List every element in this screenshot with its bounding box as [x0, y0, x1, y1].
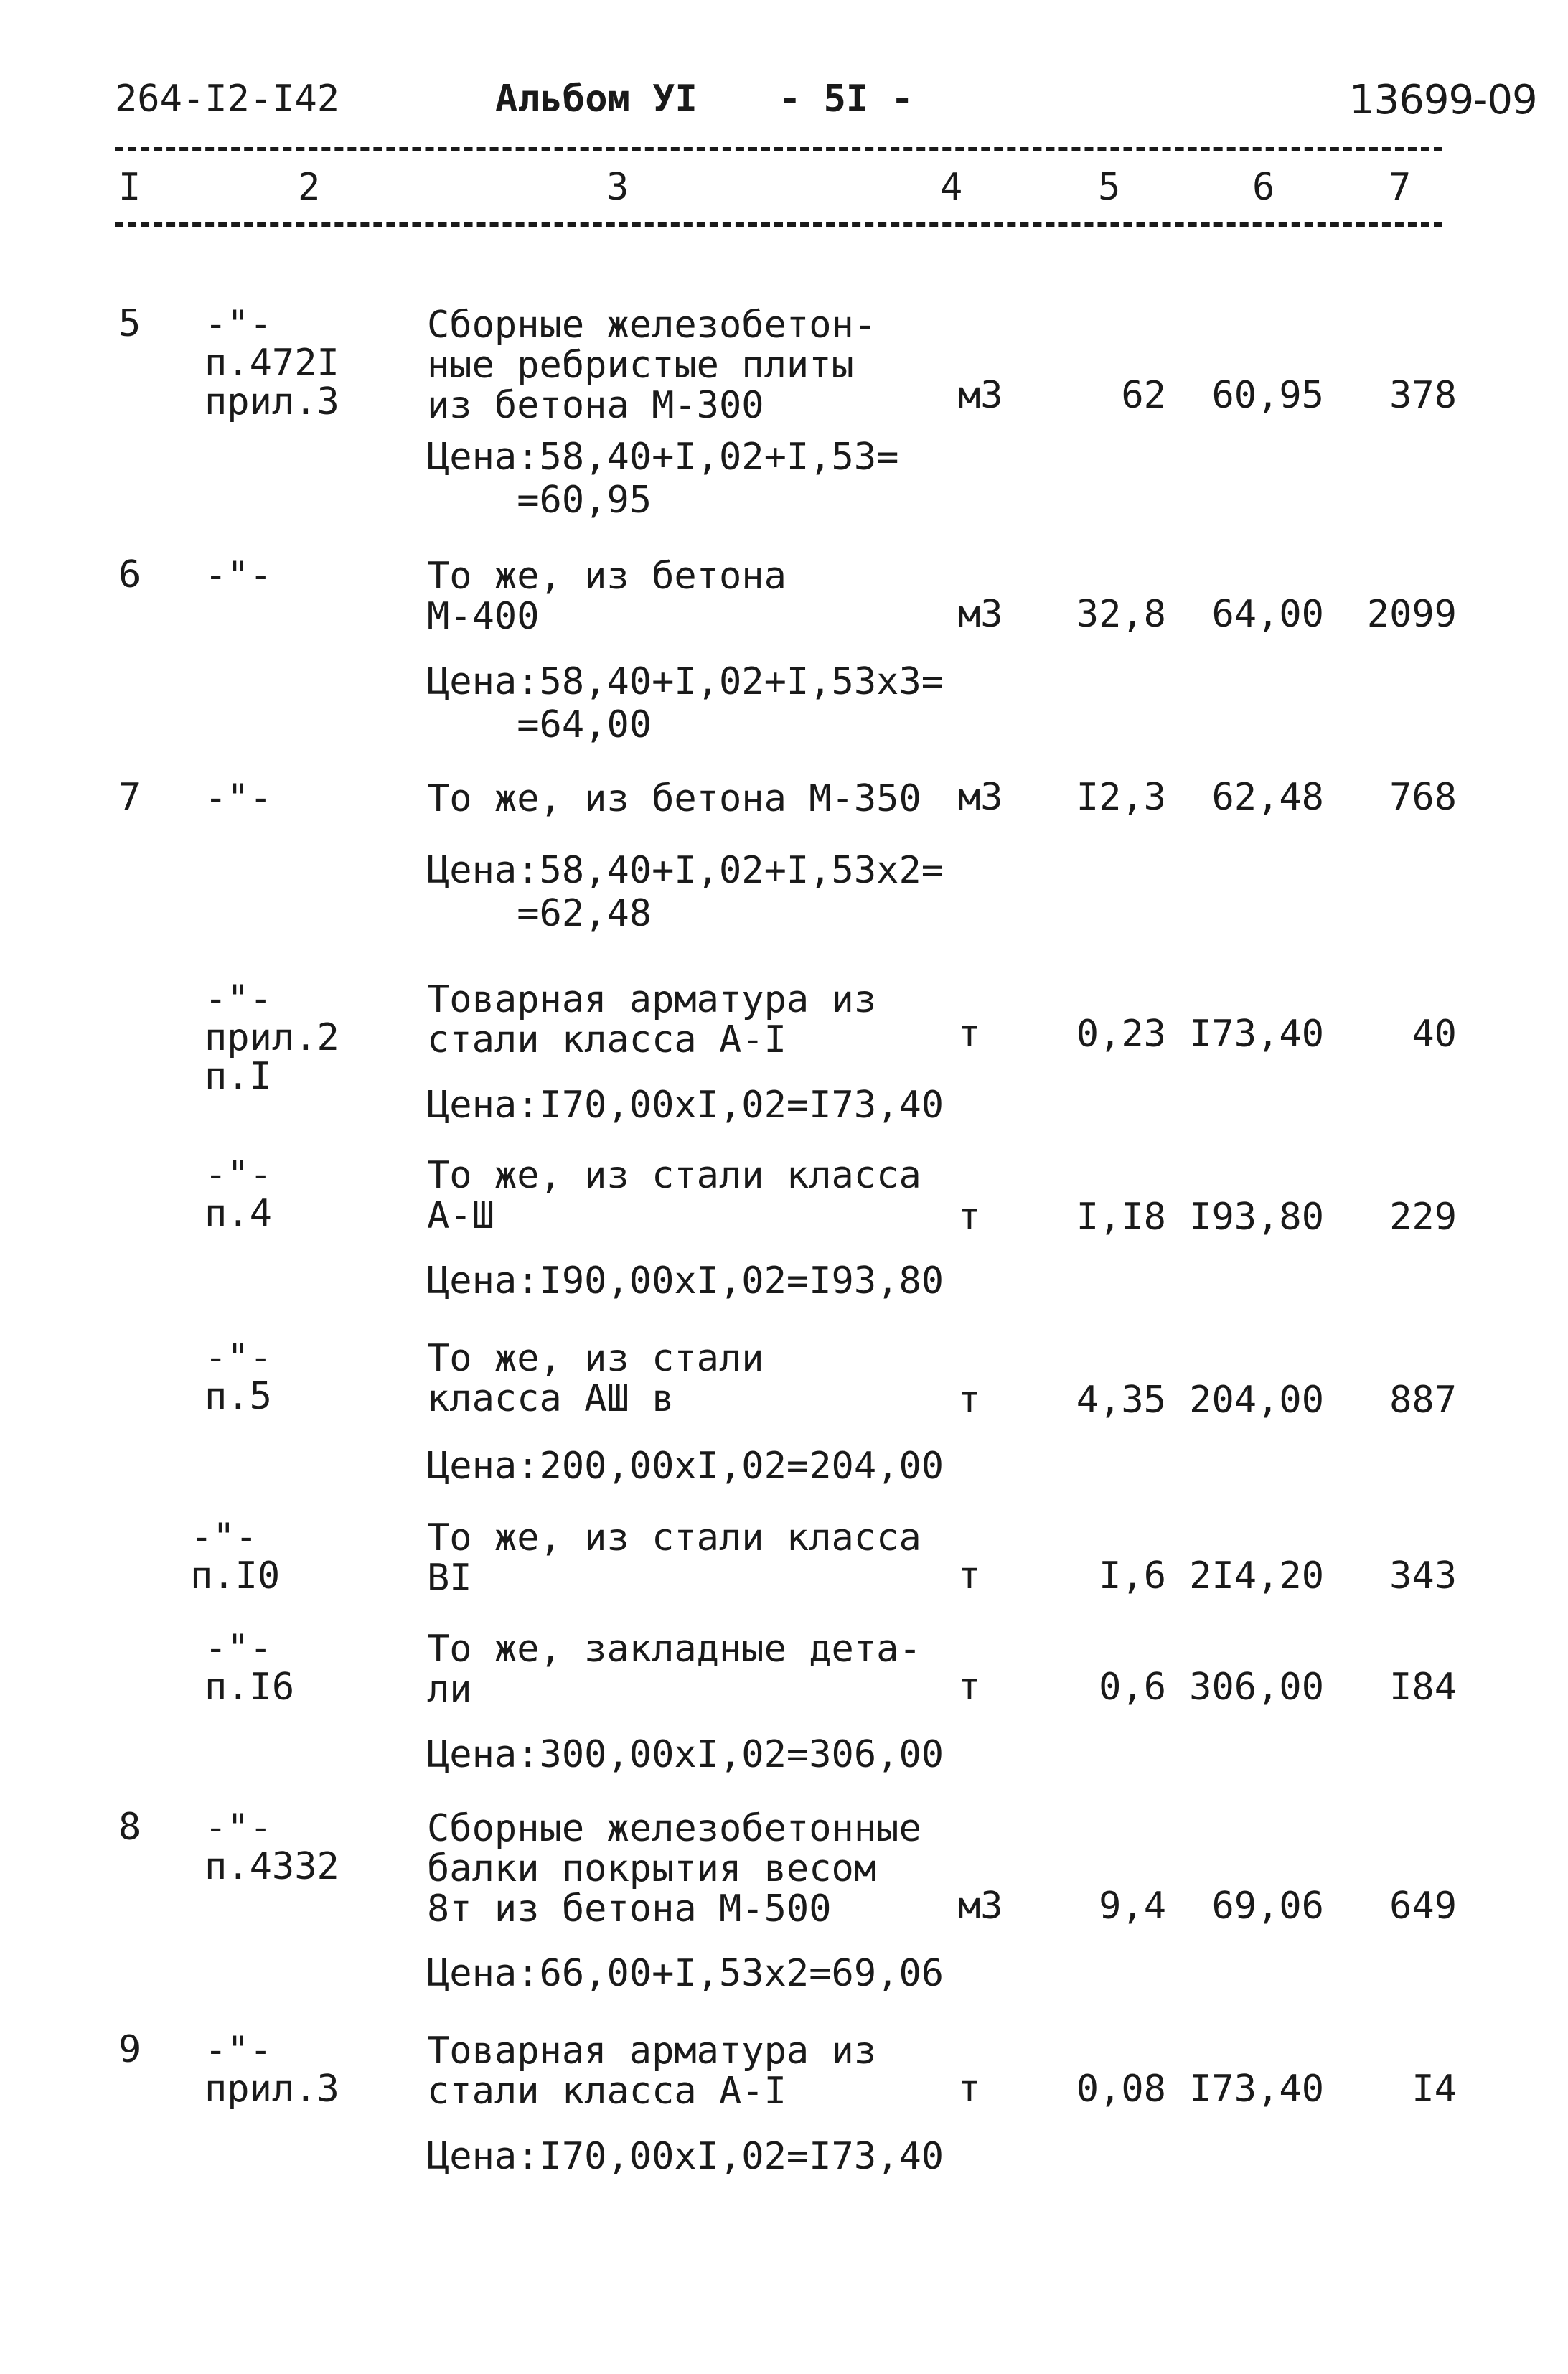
reference: -"- п.4	[205, 1153, 272, 1235]
album-title: Альбом УI	[495, 78, 698, 121]
quantity: 62	[1121, 374, 1166, 417]
total: 768	[1389, 776, 1457, 819]
unit: т	[958, 1013, 981, 1056]
unit: т	[958, 2068, 981, 2111]
reference: -"- п.5	[205, 1336, 272, 1418]
unit: м3	[958, 593, 1003, 636]
quantity: I,6	[1099, 1554, 1166, 1597]
unit-price: I73,40	[1189, 1013, 1324, 1056]
total: 343	[1389, 1554, 1457, 1597]
price-formula: Цена:I90,00хI,02=I93,80	[427, 1259, 944, 1303]
header-rule-bottom	[115, 222, 1442, 227]
reference: -"-	[205, 777, 272, 820]
unit-price: 2I4,20	[1189, 1554, 1324, 1597]
quantity: 0,6	[1099, 1666, 1166, 1709]
document-code: 264-I2-I42	[115, 78, 340, 121]
description: То же, из бетона М-350	[427, 777, 921, 820]
unit-price: I93,80	[1189, 1196, 1324, 1239]
total: 887	[1389, 1379, 1457, 1422]
column-header-1: I	[118, 166, 141, 209]
header-rule-top	[115, 147, 1442, 151]
price-formula: Цена:58,40+I,02+I,53х2= =62,48	[427, 849, 944, 935]
item-number: 8	[118, 1806, 141, 1849]
quantity: 4,35	[1076, 1379, 1166, 1422]
unit-price: 204,00	[1189, 1379, 1324, 1422]
unit-price: 60,95	[1211, 374, 1324, 417]
reference: -"- п.I6	[205, 1627, 295, 1709]
description: Товарная арматура из стали класса А-I	[427, 978, 877, 1061]
item-number: 7	[118, 776, 141, 819]
description: Сборные железобетон- ные ребристые плиты из бетона М-300	[427, 304, 877, 427]
price-formula: Цена:58,40+I,02+I,53= =60,95	[427, 436, 899, 522]
quantity: I,I8	[1076, 1196, 1166, 1239]
total: I84	[1389, 1666, 1457, 1709]
description: То же, закладные дета- ли	[427, 1628, 921, 1711]
column-header-5: 5	[1098, 166, 1121, 209]
description: То же, из стали класса ВI	[427, 1516, 921, 1600]
reference: -"- прил.2 п.I	[205, 977, 339, 1098]
total: 649	[1389, 1885, 1457, 1928]
total: I4	[1412, 2068, 1457, 2111]
unit-price: I73,40	[1189, 2068, 1324, 2111]
unit-price: 64,00	[1211, 593, 1324, 636]
unit: т	[958, 1196, 981, 1239]
quantity: 9,4	[1099, 1885, 1166, 1928]
description: Товарная арматура из стали класса А-I	[427, 2030, 877, 2113]
total: 2099	[1366, 593, 1457, 636]
description: Сборные железобетонные балки покрытия весом 8т из бетона М-500	[427, 1807, 921, 1930]
price-formula: Цена:200,00хI,02=204,00	[427, 1445, 944, 1488]
column-header-6: 6	[1252, 166, 1275, 209]
description: То же, из бетона М-400	[427, 555, 787, 638]
quantity: 0,23	[1076, 1013, 1166, 1056]
quantity: 0,08	[1076, 2068, 1166, 2111]
total: 40	[1412, 1013, 1457, 1056]
unit: м3	[958, 776, 1003, 819]
item-number: 9	[118, 2028, 141, 2071]
item-number: 6	[118, 553, 141, 596]
price-formula: Цена:300,00хI,02=306,00	[427, 1733, 944, 1776]
reference: -"- п.4332	[205, 1806, 339, 1888]
unit: м3	[958, 374, 1003, 417]
page-number: - 5I -	[779, 78, 914, 121]
unit: м3	[958, 1885, 1003, 1928]
description: То же, из стали класса АШ в	[427, 1337, 764, 1420]
unit: т	[958, 1379, 981, 1422]
unit-price: 69,06	[1211, 1885, 1324, 1928]
price-formula: Цена:I70,00хI,02=I73,40	[427, 2135, 944, 2178]
price-formula: Цена:I70,00хI,02=I73,40	[427, 1084, 944, 1127]
quantity: I2,3	[1076, 776, 1166, 819]
quantity: 32,8	[1076, 593, 1166, 636]
column-header-4: 4	[940, 166, 963, 209]
unit: т	[958, 1666, 981, 1709]
price-formula: Цена:58,40+I,02+I,53х3= =64,00	[427, 660, 944, 746]
price-formula: Цена:66,00+I,53х2=69,06	[427, 1952, 944, 1995]
column-header-7: 7	[1389, 166, 1412, 209]
total: 378	[1389, 374, 1457, 417]
column-header-3: 3	[606, 166, 629, 209]
item-number: 5	[118, 302, 141, 345]
description: То же, из стали класса А-Ш	[427, 1154, 921, 1237]
reference: -"- п.472I прил.3	[205, 303, 339, 423]
total: 229	[1389, 1196, 1457, 1239]
reference: -"- п.I0	[190, 1516, 281, 1597]
sheet-number: 13699-09	[1349, 77, 1537, 123]
column-header-2: 2	[298, 166, 321, 209]
unit-price: 306,00	[1189, 1666, 1324, 1709]
unit: т	[958, 1554, 981, 1597]
unit-price: 62,48	[1211, 776, 1324, 819]
reference: -"-	[205, 554, 272, 597]
reference: -"- прил.3	[205, 2029, 339, 2111]
